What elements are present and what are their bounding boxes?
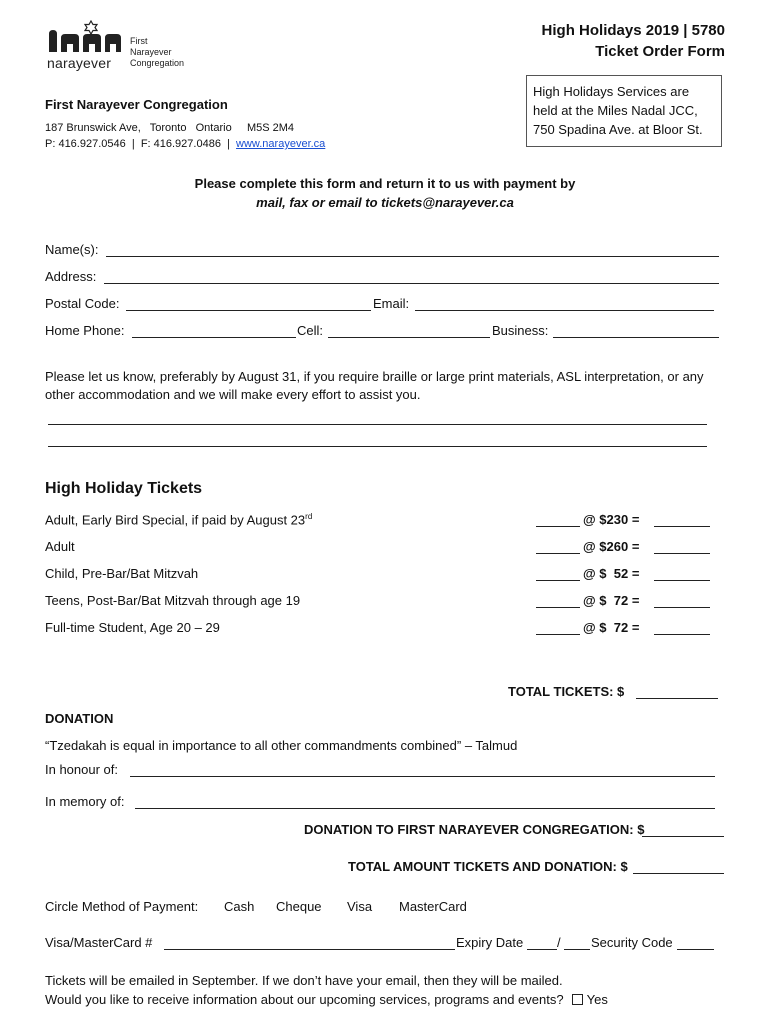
form-title: High Holidays 2019 | 5780 xyxy=(541,22,725,39)
payment-option-visa[interactable]: Visa xyxy=(347,899,373,914)
yes-checkbox[interactable] xyxy=(572,994,583,1005)
newsletter-question-text: Would you like to receive information about our upcoming services, programs and events? xyxy=(45,992,564,1007)
website-link[interactable]: www.narayever.ca xyxy=(236,138,326,150)
security-code-label: Security Code xyxy=(591,935,673,950)
business-label: Business: xyxy=(492,323,549,338)
ticket-price: @ $ 72 = xyxy=(583,620,640,635)
home-phone-field[interactable] xyxy=(132,337,296,338)
ticket-price: @ $230 = xyxy=(583,512,640,527)
ticket-qty-field[interactable] xyxy=(536,526,580,527)
ticket-qty-field[interactable] xyxy=(536,634,580,635)
grand-total-field[interactable] xyxy=(633,873,724,874)
logo-subtitle-line: Narayever xyxy=(130,47,172,57)
org-phone-fax: P: 416.927.0546 | F: 416.927.0486 | xyxy=(45,138,237,150)
instructions-line-2: mail, fax or email to tickets@narayever.ca xyxy=(256,195,514,210)
ticket-qty-field[interactable] xyxy=(536,580,580,581)
names-field[interactable] xyxy=(106,256,719,257)
postal-code-field[interactable] xyxy=(126,310,371,311)
expiry-label: Expiry Date xyxy=(456,935,524,950)
business-field[interactable] xyxy=(553,337,719,338)
accommodation-field-2[interactable] xyxy=(48,446,707,447)
total-tickets-field[interactable] xyxy=(636,698,718,699)
payment-option-cheque[interactable]: Cheque xyxy=(276,899,322,914)
ticket-amount-field[interactable] xyxy=(654,526,710,527)
ticket-label-sup: rd xyxy=(305,512,313,521)
ticket-amount-field[interactable] xyxy=(654,607,710,608)
ticket-amount-field[interactable] xyxy=(654,580,710,581)
ticket-price: @ $ 72 = xyxy=(583,593,640,608)
donation-heading: DONATION xyxy=(45,711,114,726)
ticket-label-text: Adult, Early Bird Special, if paid by August 23 xyxy=(45,512,306,528)
honour-label: In honour of: xyxy=(45,762,118,777)
ticket-price: @ $ 52 = xyxy=(583,566,640,581)
ticket-qty-field[interactable] xyxy=(536,607,580,608)
donation-amount-field[interactable] xyxy=(642,836,724,837)
email-field[interactable] xyxy=(415,310,714,311)
address-field[interactable] xyxy=(104,283,719,284)
logo-wordmark: narayever xyxy=(47,55,112,71)
payment-method-label: Circle Method of Payment: xyxy=(45,899,199,914)
venue-line: High Holidays Services are xyxy=(533,84,690,99)
venue-line: 750 Spadina Ave. at Bloor St. xyxy=(533,122,703,137)
yes-label: Yes xyxy=(586,992,608,1007)
expiry-slash: / xyxy=(557,935,561,950)
logo-subtitle-line: First xyxy=(130,36,148,46)
ticket-row-label: Teens, Post-Bar/Bat Mitzvah through age 19 xyxy=(45,593,301,608)
logo-subtitle-line: Congregation xyxy=(130,58,185,68)
instructions-line-1: Please complete this form and return it to us with payment by xyxy=(194,176,576,191)
ticket-row-label: Full-time Student, Age 20 – 29 xyxy=(45,620,220,635)
home-phone-label: Home Phone: xyxy=(45,323,125,338)
narayever-logo-icon xyxy=(47,20,122,52)
postal-code-label: Postal Code: xyxy=(45,296,120,311)
accommodation-note: Please let us know, preferably by August 31, if you require braille or large print materials, ASL interpretation, or any other accommodation and we will make every effort to assist you. xyxy=(45,369,704,402)
cell-label: Cell: xyxy=(297,323,324,338)
payment-option-mastercard[interactable]: MasterCard xyxy=(399,899,467,914)
memory-field[interactable] xyxy=(135,808,715,809)
grand-total-label: TOTAL AMOUNT TICKETS AND DONATION: $ xyxy=(348,859,628,874)
ticket-row-label: Adult xyxy=(45,539,75,554)
address-label: Address: xyxy=(45,269,97,284)
donation-quote: “Tzedakah is equal in importance to all other commandments combined” – Talmud xyxy=(45,738,518,753)
donation-amount-label: DONATION TO FIRST NARAYEVER CONGREGATION: $ xyxy=(304,822,645,837)
delivery-note: Tickets will be emailed in September. If we don’t have your email, then they will be mailed. xyxy=(45,973,563,988)
ticket-amount-field[interactable] xyxy=(654,553,710,554)
expiry-year-field[interactable] xyxy=(564,949,590,950)
ticket-amount-field[interactable] xyxy=(654,634,710,635)
form-subtitle: Ticket Order Form xyxy=(595,43,725,60)
ticket-row-label: Child, Pre-Bar/Bat Mitzvah xyxy=(45,566,199,581)
payment-option-cash[interactable]: Cash xyxy=(224,899,255,914)
venue-info-box xyxy=(526,75,722,147)
org-address: 187 Brunswick Ave, Toronto Ontario M5S 2M4 xyxy=(45,122,295,134)
card-number-label: Visa/MasterCard # xyxy=(45,935,153,950)
accommodation-field-1[interactable] xyxy=(48,424,707,425)
ticket-qty-field[interactable] xyxy=(536,553,580,554)
card-number-field[interactable] xyxy=(164,949,455,950)
logo-subtitle xyxy=(130,36,184,69)
tickets-heading: High Holiday Tickets xyxy=(45,480,203,497)
org-name: First Narayever Congregation xyxy=(45,97,228,112)
memory-label: In memory of: xyxy=(45,794,125,809)
ticket-row-label xyxy=(45,512,312,527)
cell-field[interactable] xyxy=(328,337,490,338)
honour-field[interactable] xyxy=(130,776,715,777)
ticket-price: @ $260 = xyxy=(583,539,640,554)
names-label: Name(s): xyxy=(45,242,99,257)
expiry-month-field[interactable] xyxy=(527,949,557,950)
security-code-field[interactable] xyxy=(677,949,714,950)
venue-line: held at the Miles Nadal JCC, xyxy=(533,103,698,118)
org-contact xyxy=(45,138,325,150)
total-tickets-label: TOTAL TICKETS: $ xyxy=(508,684,625,699)
newsletter-question xyxy=(45,992,608,1007)
email-label: Email: xyxy=(373,296,410,311)
